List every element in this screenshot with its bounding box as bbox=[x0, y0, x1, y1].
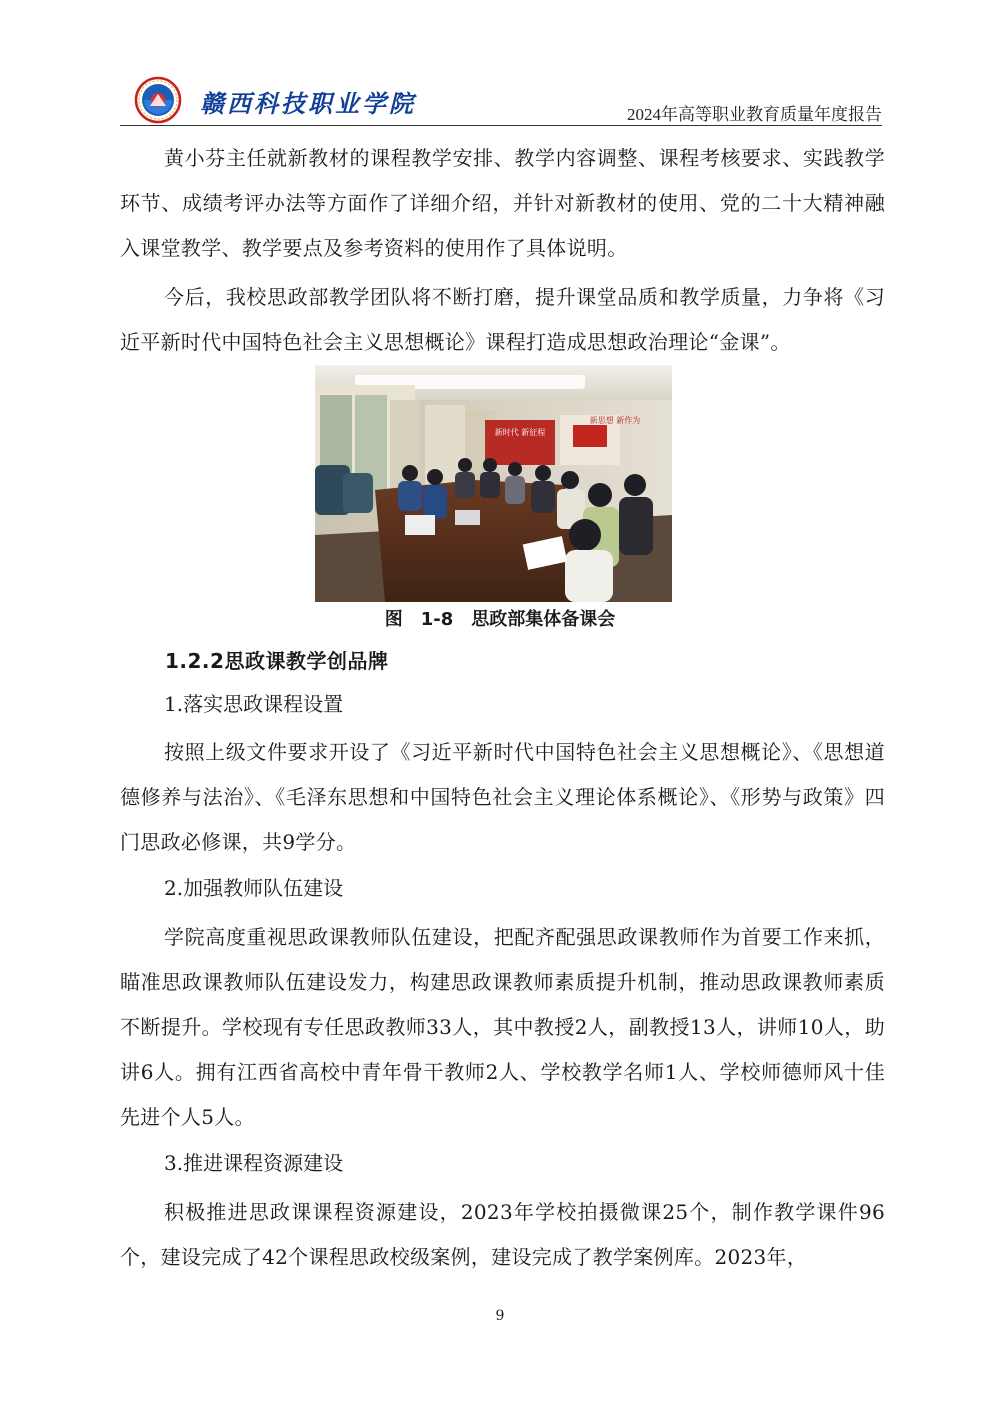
paragraph-outlook: 今后，我校思政部教学团队将不断打磨，提升课堂品质和教学质量，力争将《习近平新时代中国特色社会主义思想概论》课程打造成思想政治理论“金课”。 bbox=[120, 285, 885, 354]
section-heading: 1.2.2思政课教学创品牌 bbox=[165, 649, 389, 673]
page-header bbox=[120, 70, 882, 126]
banner-left bbox=[495, 427, 546, 437]
meeting-photo bbox=[315, 365, 672, 602]
subsection-title-1: 1.落实思政课程设置 bbox=[164, 692, 344, 716]
report-title: 2024年高等职业教育质量年度报告 bbox=[627, 105, 882, 124]
subsection-title-2: 2.加强教师队伍建设 bbox=[164, 876, 344, 900]
school-name: 赣西科技职业学院 bbox=[200, 89, 416, 118]
paragraph-teacher-team: 学院高度重视思政课教师队伍建设，把配齐配强思政课教师作为首要工作来抓，瞄准思政课教师队伍建设发力，构建思政课教师素质提升机制，推动思政课教师素质不断提升。学校现有专任思政教师33人，其中教授2人，副教授13人，讲师10人，助讲6人。拥有江西省高校中青年骨干教师2人、学校教学名师1人、学校师德师风十佳先进个人5人。 bbox=[120, 925, 885, 1129]
paragraph-course-setup: 按照上级文件要求开设了《习近平新时代中国特色社会主义思想概论》、《思想道德修养与法治》、《毛泽东思想和中国特色社会主义理论体系概论》、《形势与政策》四门思政必修课，共9学分。 bbox=[120, 740, 885, 854]
svg-text:新时代 新征程: 新时代 新征程 bbox=[494, 428, 546, 437]
svg-text:新思想 新作为: 新思想 新作为 bbox=[589, 416, 641, 425]
header-divider bbox=[120, 125, 882, 126]
paragraph-resources: 积极推进思政课课程资源建设，2023年学校拍摄微课25个，制作教学课件96个，建设完成了42个课程思政校级案例，建设完成了教学案例库。2023年， bbox=[120, 1200, 885, 1269]
subsection-title-3: 3.推进课程资源建设 bbox=[164, 1151, 344, 1175]
school-emblem-icon bbox=[134, 76, 182, 124]
figure-caption: 图 1-8 思政部集体备课会 bbox=[384, 609, 616, 630]
page-number: 9 bbox=[495, 1308, 505, 1324]
paragraph-lesson-intro: 黄小芬主任就新教材的课程教学安排、教学内容调整、课程考核要求、实践教学环节、成绩考评办法等方面作了详细介绍，并针对新教材的使用、党的二十大精神融入课堂教学、教学要点及参考资料的使用作了具体说明。 bbox=[120, 146, 885, 260]
